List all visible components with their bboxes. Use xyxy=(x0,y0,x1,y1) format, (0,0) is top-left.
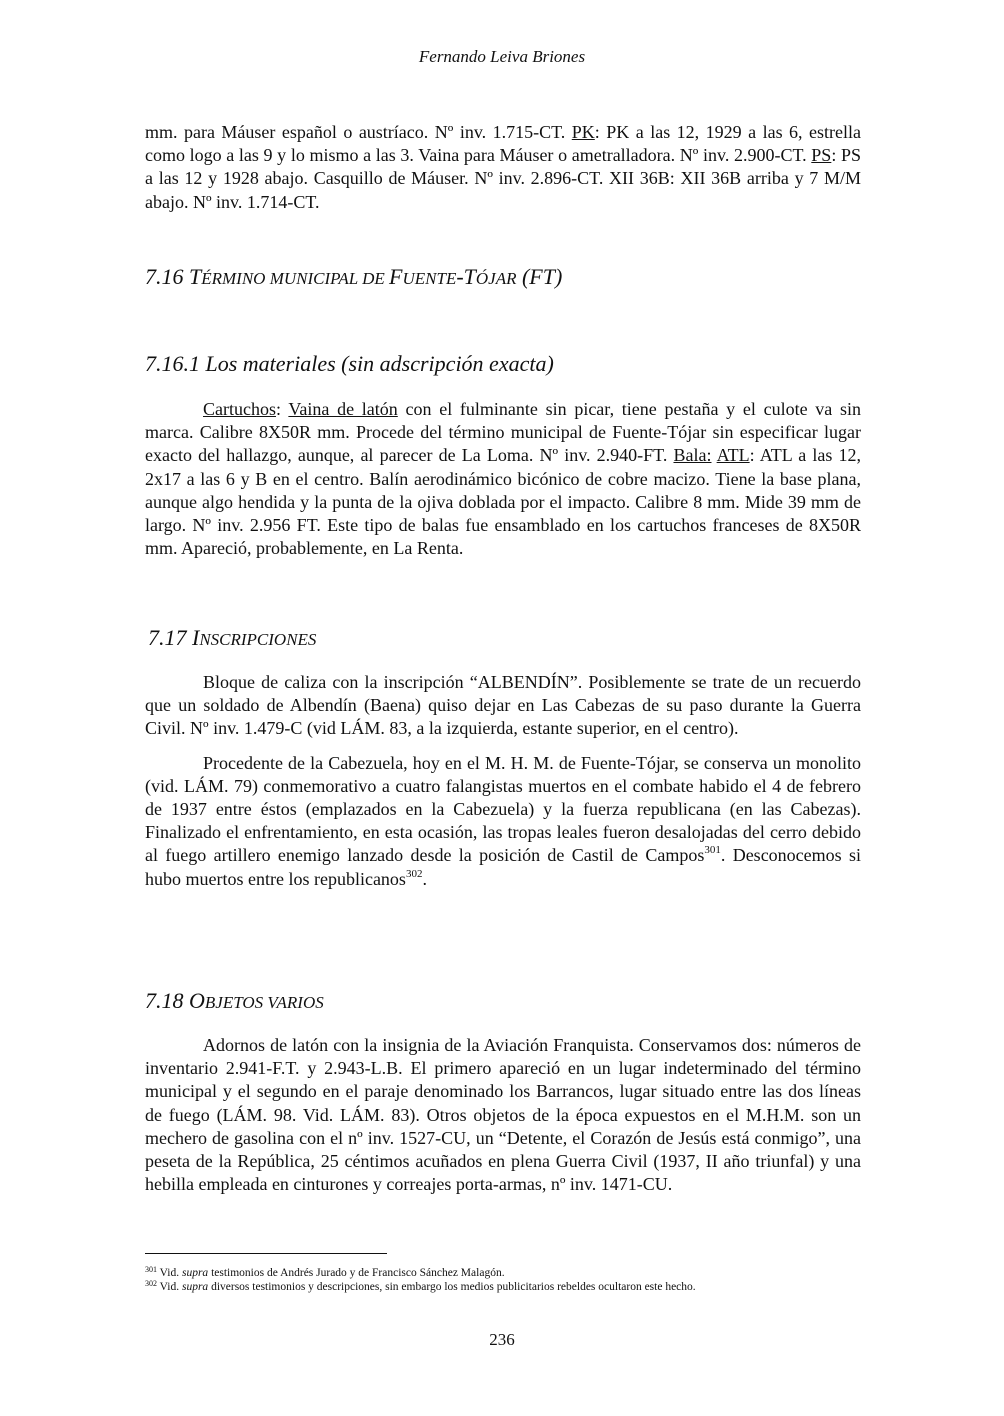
section-7-17-body xyxy=(145,671,861,891)
intro-block xyxy=(145,121,861,214)
cartuchos-paragraph: Cartuchos: Vaina de latón con el fulminante sin picar, tiene pestaña y el culote va sin marca. Calibre 8X50R mm. Procede del término municipal de Fuente-Tójar sin especificar lugar exacto del hallazgo, aunque, al parecer de La Loma. Nº inv. 2.940-FT. Bala: ATL: ATL a las 12, 2x17 a las 6 y B en el centro. Balín aerodinámico bicónico de cobre macizo. Tiene la base plana, aunque algo hendida y la punta de la ojiva doblada por el impacto. Calibre 8 mm. Mide 39 mm de largo. Nº inv. 2.956 FT. Este tipo de balas fue ensamblado en los cartuchos franceses de 8X50R mm. Apareció, probablemente, en La Renta. xyxy=(145,399,861,559)
heading-7-16-1: 7.16.1 Los materiales (sin adscripción exacta) xyxy=(145,351,554,376)
heading-7-17: 7.17 INSCRIPCIONES xyxy=(148,625,317,650)
running-header: Fernando Leiva Briones xyxy=(418,47,586,66)
inscription-paragraph-1: Bloque de caliza con la inscripción “ALBENDÍN”. Posiblemente se trate de un recuerdo que un soldado de Albendín (Baena) quiso dejar en Las Cabezas de su paso durante la Guerra Civil. Nº inv. 1.479-C (vid LÁM. 83, a la izquierda, estante superior, en el centro). xyxy=(145,672,861,739)
footnote-ref-301[interactable]: 301 xyxy=(704,844,721,857)
section-7-16-1-body xyxy=(145,398,861,560)
section-7-18-body xyxy=(145,1034,861,1196)
intro-paragraph: mm. para Máuser español o austríaco. Nº inv. 1.715-CT. PK: PK a las 12, 1929 a las 6, estrella como logo a las 9 y lo mismo a las 3. Vaina para Máuser o ametralladora. Nº inv. 2.900-CT. PS: PS a las 12 y 1928 abajo. Casquillo de Máuser. Nº inv. 2.896-CT. XII 36B: XII 36B arriba y 7 M/M abajo. Nº inv. 1.714-CT. xyxy=(145,122,862,212)
footnote-ref-302[interactable]: 302 xyxy=(405,867,423,880)
footnotes xyxy=(145,1266,861,1294)
footnote-301: $^{301}$ Vid. supra testimonios de Andrés Jurado y de Francisco Sánchez Malagón. xyxy=(145,1265,505,1279)
page-number: 236 xyxy=(489,1330,515,1349)
footnote-302: $^{302}$ Vid. supra diversos testimonios y descripciones, sin embargo los medios publicitarios rebeldes ocultaron este hecho. xyxy=(145,1279,696,1293)
objects-paragraph: Adornos de latón con la insignia de la Aviación Franquista. Conservamos dos: números de inventario 2.941-F.T. y 2.943-L.B. El primero apareció en un lugar indeterminado del término municipal y el segundo en el paraje denominado los Barrancos, lugar situado entre las dos líneas de fuego (LÁM. 98. Vid. LÁM. 83). Otros objetos de la época expuestos en el M.H.M. son un mechero de gasolina con el nº inv. 1527-CU, un “Detente, el Corazón de Jesús está conmigo”, una peseta de la República, 25 céntimos acuñados en plena Guerra Civil (1937, II año triunfal) y una hebilla empleada en cinturones y correajes porta-armas, nº inv. 1471-CU. xyxy=(145,1035,861,1195)
pk-marking: PK xyxy=(571,122,595,142)
footnote-divider xyxy=(145,1253,387,1254)
ps-marking: PS xyxy=(811,145,832,166)
heading-7-18: 7.18 OBJETOS VARIOS xyxy=(145,988,324,1013)
heading-7-16: 7.16 TÉRMINO MUNICIPAL DE FUENTE-TÓJAR (FT) xyxy=(145,264,563,289)
inscription-paragraph-2: Procedente de la Cabezuela, hoy en el M. H. M. de Fuente-Tójar, se conserva un monolito (vid. LÁM. 79) conmemorativo a cuatro falangistas muertos en el combate habido el 4 de febrero de 1937 entre éstos (emplazados en la Cabezuela) y la fuerza republicana (en las Cabezas). Finalizado el enfrentamiento, en esta ocasión, las tropas leales fueron desalojadas del cerro debido al fuego artillero enemigo lanzado desde la posición de Castil de Campos$^{301}$. Desconocemos si hubo muertos entre los republicanos$^{302}$. xyxy=(145,752,861,889)
